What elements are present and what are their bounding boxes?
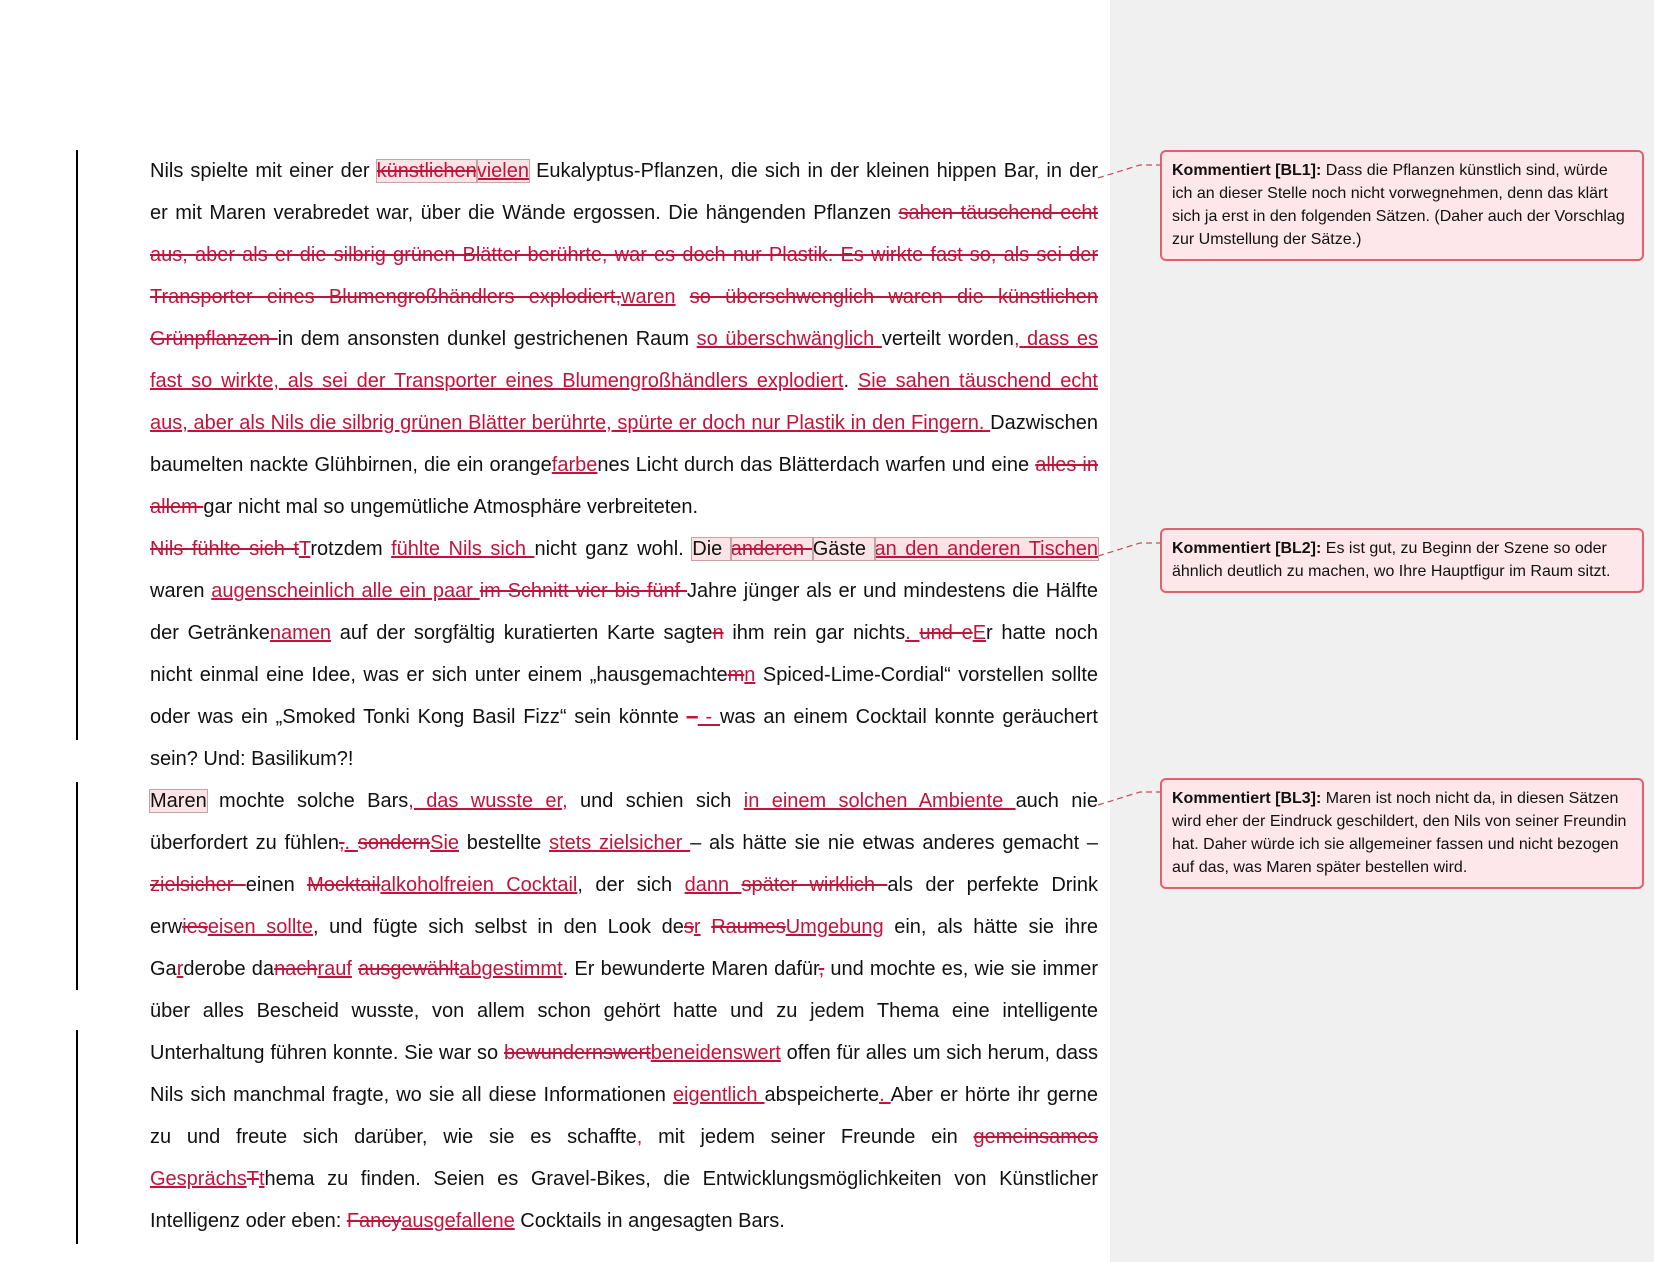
text-run: Dazwischen baumelten nackte Glühbirnen, die ein orange [150, 412, 1098, 476]
comment-bl1[interactable] [1160, 150, 1644, 261]
insertion-run: beneidenswert [650, 1042, 781, 1064]
text-run: Spiced-Lime-Cordial“ vorstellen sollte oder was ein „Smoked Tonki Kong Basil Fizz“ sein könnte [150, 664, 1098, 728]
change-bar [76, 150, 78, 740]
deletion-run: Mocktail [307, 874, 381, 896]
insertion-run: r [176, 958, 184, 980]
insertion-run: alkoholfreien Cocktail [380, 874, 578, 896]
text-run: als der perfekte Drink erw [150, 874, 1098, 938]
insertion-run: t [258, 1168, 265, 1190]
text-run: abspeicherte [764, 1084, 880, 1106]
text-run: und mochte es, wie sie immer über alles Bescheid wusste, von allem schon gehört hatte und zu jedem Thema eine intelligente Unterhaltung führen konnte. Sie war so [150, 958, 1099, 1064]
deletion-run: später wirklich [741, 874, 888, 896]
text-run: nes Licht durch das Blätterdach warfen und eine [597, 454, 1036, 476]
insertion-run: , das wusste er, [408, 790, 568, 812]
deletion-run: m [727, 664, 745, 686]
change-bar [76, 1030, 78, 1244]
deletion-run: ies [182, 916, 208, 938]
deletion-run: – [686, 706, 698, 728]
text-run: bestellte [459, 832, 550, 854]
text-run: was an einem Cocktail konnte geräuchert sein? Und: Basilikum?! [150, 706, 1098, 770]
insertion-run: Sie [430, 832, 460, 854]
comment-bl3[interactable] [1160, 778, 1644, 889]
deletion-run: , [818, 958, 825, 980]
text-run: ein, als hätte sie ihre Ga [150, 916, 1098, 980]
insertion-run: Sie sahen täuschend echt aus, aber als Nils die silbrig grünen Blätter berührte, spürte er doch nur Plastik in den Fingern. [150, 370, 1098, 434]
text-run: – als hätte sie nie etwas anderes gemacht – [690, 832, 1099, 854]
comment-author: Kommentiert [BL2]: [1172, 540, 1322, 557]
deletion-run: n [712, 622, 724, 644]
insertion-run: rauf [317, 958, 352, 980]
deletion-run: sahen täuschend echt aus, aber als er die silbrig grünen Blätter berührte, war es doch nur Plastik. Es wirkte fast so, als sei der Transporter eines Blumengroßhändlers explodiert, [150, 202, 1098, 308]
text-run: mochte solche Bars [206, 790, 409, 812]
deletion-run: sondern [357, 832, 431, 854]
text-run: Eukalyptus-Pflanzen, die sich in der kleinen hippen Bar, in der er mit Maren verabredet war, über die Wände ergossen. Die hängenden Pflanzen [150, 160, 1099, 224]
text-run: ihm rein gar nichts [723, 622, 906, 644]
deletion-run: T [246, 1168, 259, 1190]
text-run: mit jedem seiner Freunde ein [642, 1126, 974, 1148]
insertion-run: augenscheinlich alle ein paar [211, 580, 480, 602]
text-run: waren [150, 580, 212, 602]
comment-author: Kommentiert [BL1]: [1172, 162, 1322, 179]
text-run: einen [245, 874, 308, 896]
deletion-run: , [338, 832, 345, 854]
insertion-run: dann [684, 874, 742, 896]
deletion-run: nach [274, 958, 318, 980]
text-run: auf der sorgfältig kuratierten Karte sagte [331, 622, 713, 644]
document-body[interactable] [150, 150, 1098, 1242]
deletion-run: anderen [730, 538, 813, 560]
insertion-run: , dass es fast so wirkte, als sei der Transporter eines Blumengroßhändlers explodiert [150, 328, 1098, 392]
insertion-run: r [693, 916, 701, 938]
text-run: . Er bewunderte Maren dafür [562, 958, 819, 980]
insertion-run: T [298, 538, 311, 560]
insertion-run: farbe [551, 454, 598, 476]
text-run: derobe da [183, 958, 275, 980]
insertion-run: n [744, 664, 756, 686]
text-run: Gäste [812, 538, 875, 560]
text-run: auch nie überfordert zu fühlen [150, 790, 1098, 854]
text-run [701, 916, 712, 938]
paragraph-2 [150, 528, 1098, 780]
deletion-run: s [683, 916, 694, 938]
text-run: offen für alles um sich herum, dass Nils sich manchmal fragte, wo sie all diese Informationen [150, 1042, 1098, 1106]
insertion-run: waren [621, 286, 676, 308]
comment-text: Es ist gut, zu Beginn der Szene so oder ähnlich deutlich zu machen, wo Ihre Hauptfigur im Raum sitzt. [1172, 540, 1611, 580]
paragraph-3 [150, 780, 1098, 1242]
text-run: , der sich [577, 874, 685, 896]
deletion-run: gemeinsames [973, 1126, 1098, 1148]
deletion-run: alles in allem [150, 454, 1098, 518]
insertion-run: Gesprächs [150, 1168, 247, 1190]
text-run: Cocktails in angesagten Bars. [514, 1210, 785, 1232]
text-run: und schien sich [567, 790, 744, 812]
deletion-run: künstlichen [376, 160, 477, 182]
text-run: Aber er hörte ihr gerne zu und freute sich darüber, wie sie es schaffte [150, 1084, 1098, 1148]
insertion-run: . [905, 622, 920, 644]
insertion-run: in einem solchen Ambiente [743, 790, 1016, 812]
change-bar [76, 782, 78, 990]
comment-bl2[interactable] [1160, 528, 1644, 593]
paragraph-1 [150, 150, 1098, 528]
text-run: gar nicht mal so ungemütliche Atmosphäre verbreiteten. [203, 496, 699, 518]
insertion-run: so überschwänglich [696, 328, 882, 350]
insertion-run: ausgefallene [401, 1210, 515, 1232]
insertion-run: - [697, 706, 720, 728]
insertion-run: . [879, 1084, 891, 1106]
deletion-run: und e [919, 622, 973, 644]
insertion-run: eisen sollte [207, 916, 313, 938]
deletion-run: so überschwenglich waren die künstlichen Grünpflanzen [150, 286, 1099, 350]
text-run: , und fügte sich selbst in den Look de [312, 916, 684, 938]
deletion-run: Nils fühlte sich t [150, 538, 299, 560]
deletion-run: ausgewählt [358, 958, 460, 980]
comment-text: Dass die Pflanzen künstlich sind, würde ich an dieser Stelle noch nicht vorwegnehmen, denn das klärt sich ja erst in den folgenden Sätzen. (Daher auch der Vorschlag zur Umstellung der Sätze.) [1172, 162, 1625, 248]
text-run: Jahre jünger als er und mindestens die Hälfte der Getränke [150, 580, 1099, 644]
deletion-run: im Schnitt vier bis fünf [479, 580, 687, 602]
text-run: Die [692, 538, 731, 560]
text-run: r hatte noch nicht einmal eine Idee, was er sich unter einem „hausgemachte [150, 622, 1098, 686]
deletion-run: Raumes [711, 916, 786, 938]
deletion-run: Fancy [346, 1210, 402, 1232]
deletion-run: bewundernswert [504, 1042, 651, 1064]
comment-author: Kommentiert [BL3]: [1172, 790, 1322, 807]
insertion-run: an den anderen Tischen [874, 538, 1098, 560]
text-run: verteilt worden [881, 328, 1014, 350]
text-run: . [843, 370, 858, 392]
insertion-run: Umgebung [785, 916, 884, 938]
text-run: nicht ganz wohl. [534, 538, 693, 560]
text-run: Nils spielte mit einer der [150, 160, 377, 182]
insertion-run: , [636, 1126, 643, 1148]
insertion-run: vielen [476, 160, 529, 182]
deletion-run: zielsicher [150, 874, 246, 896]
insertion-run: namen [269, 622, 332, 644]
comment-text: Maren ist noch nicht da, in diesen Sätzen wird eher der Eindruck geschildert, den Nils von seiner Freundin hat. Daher würde ich sie allgemeiner fassen und nicht bezogen auf das, was Maren später bestellen wird. [1172, 790, 1627, 876]
insertion-run: eigentlich [672, 1084, 765, 1106]
insertion-run: fühlte Nils sich [391, 538, 535, 560]
text-run: in dem ansonsten dunkel gestrichenen Raum [277, 328, 697, 350]
text-run: rotzdem [310, 538, 392, 560]
text-run [676, 286, 690, 308]
insertion-run: stets zielsicher [549, 832, 691, 854]
insertion-run: . [344, 832, 358, 854]
text-run: hema zu finden. Seien es Gravel-Bikes, die Entwicklungsmöglichkeiten von Künstlicher Intelligenz oder eben: [150, 1168, 1098, 1232]
insertion-run: E [972, 622, 987, 644]
text-run: Maren [150, 790, 207, 812]
insertion-run: abgestimmt [459, 958, 563, 980]
